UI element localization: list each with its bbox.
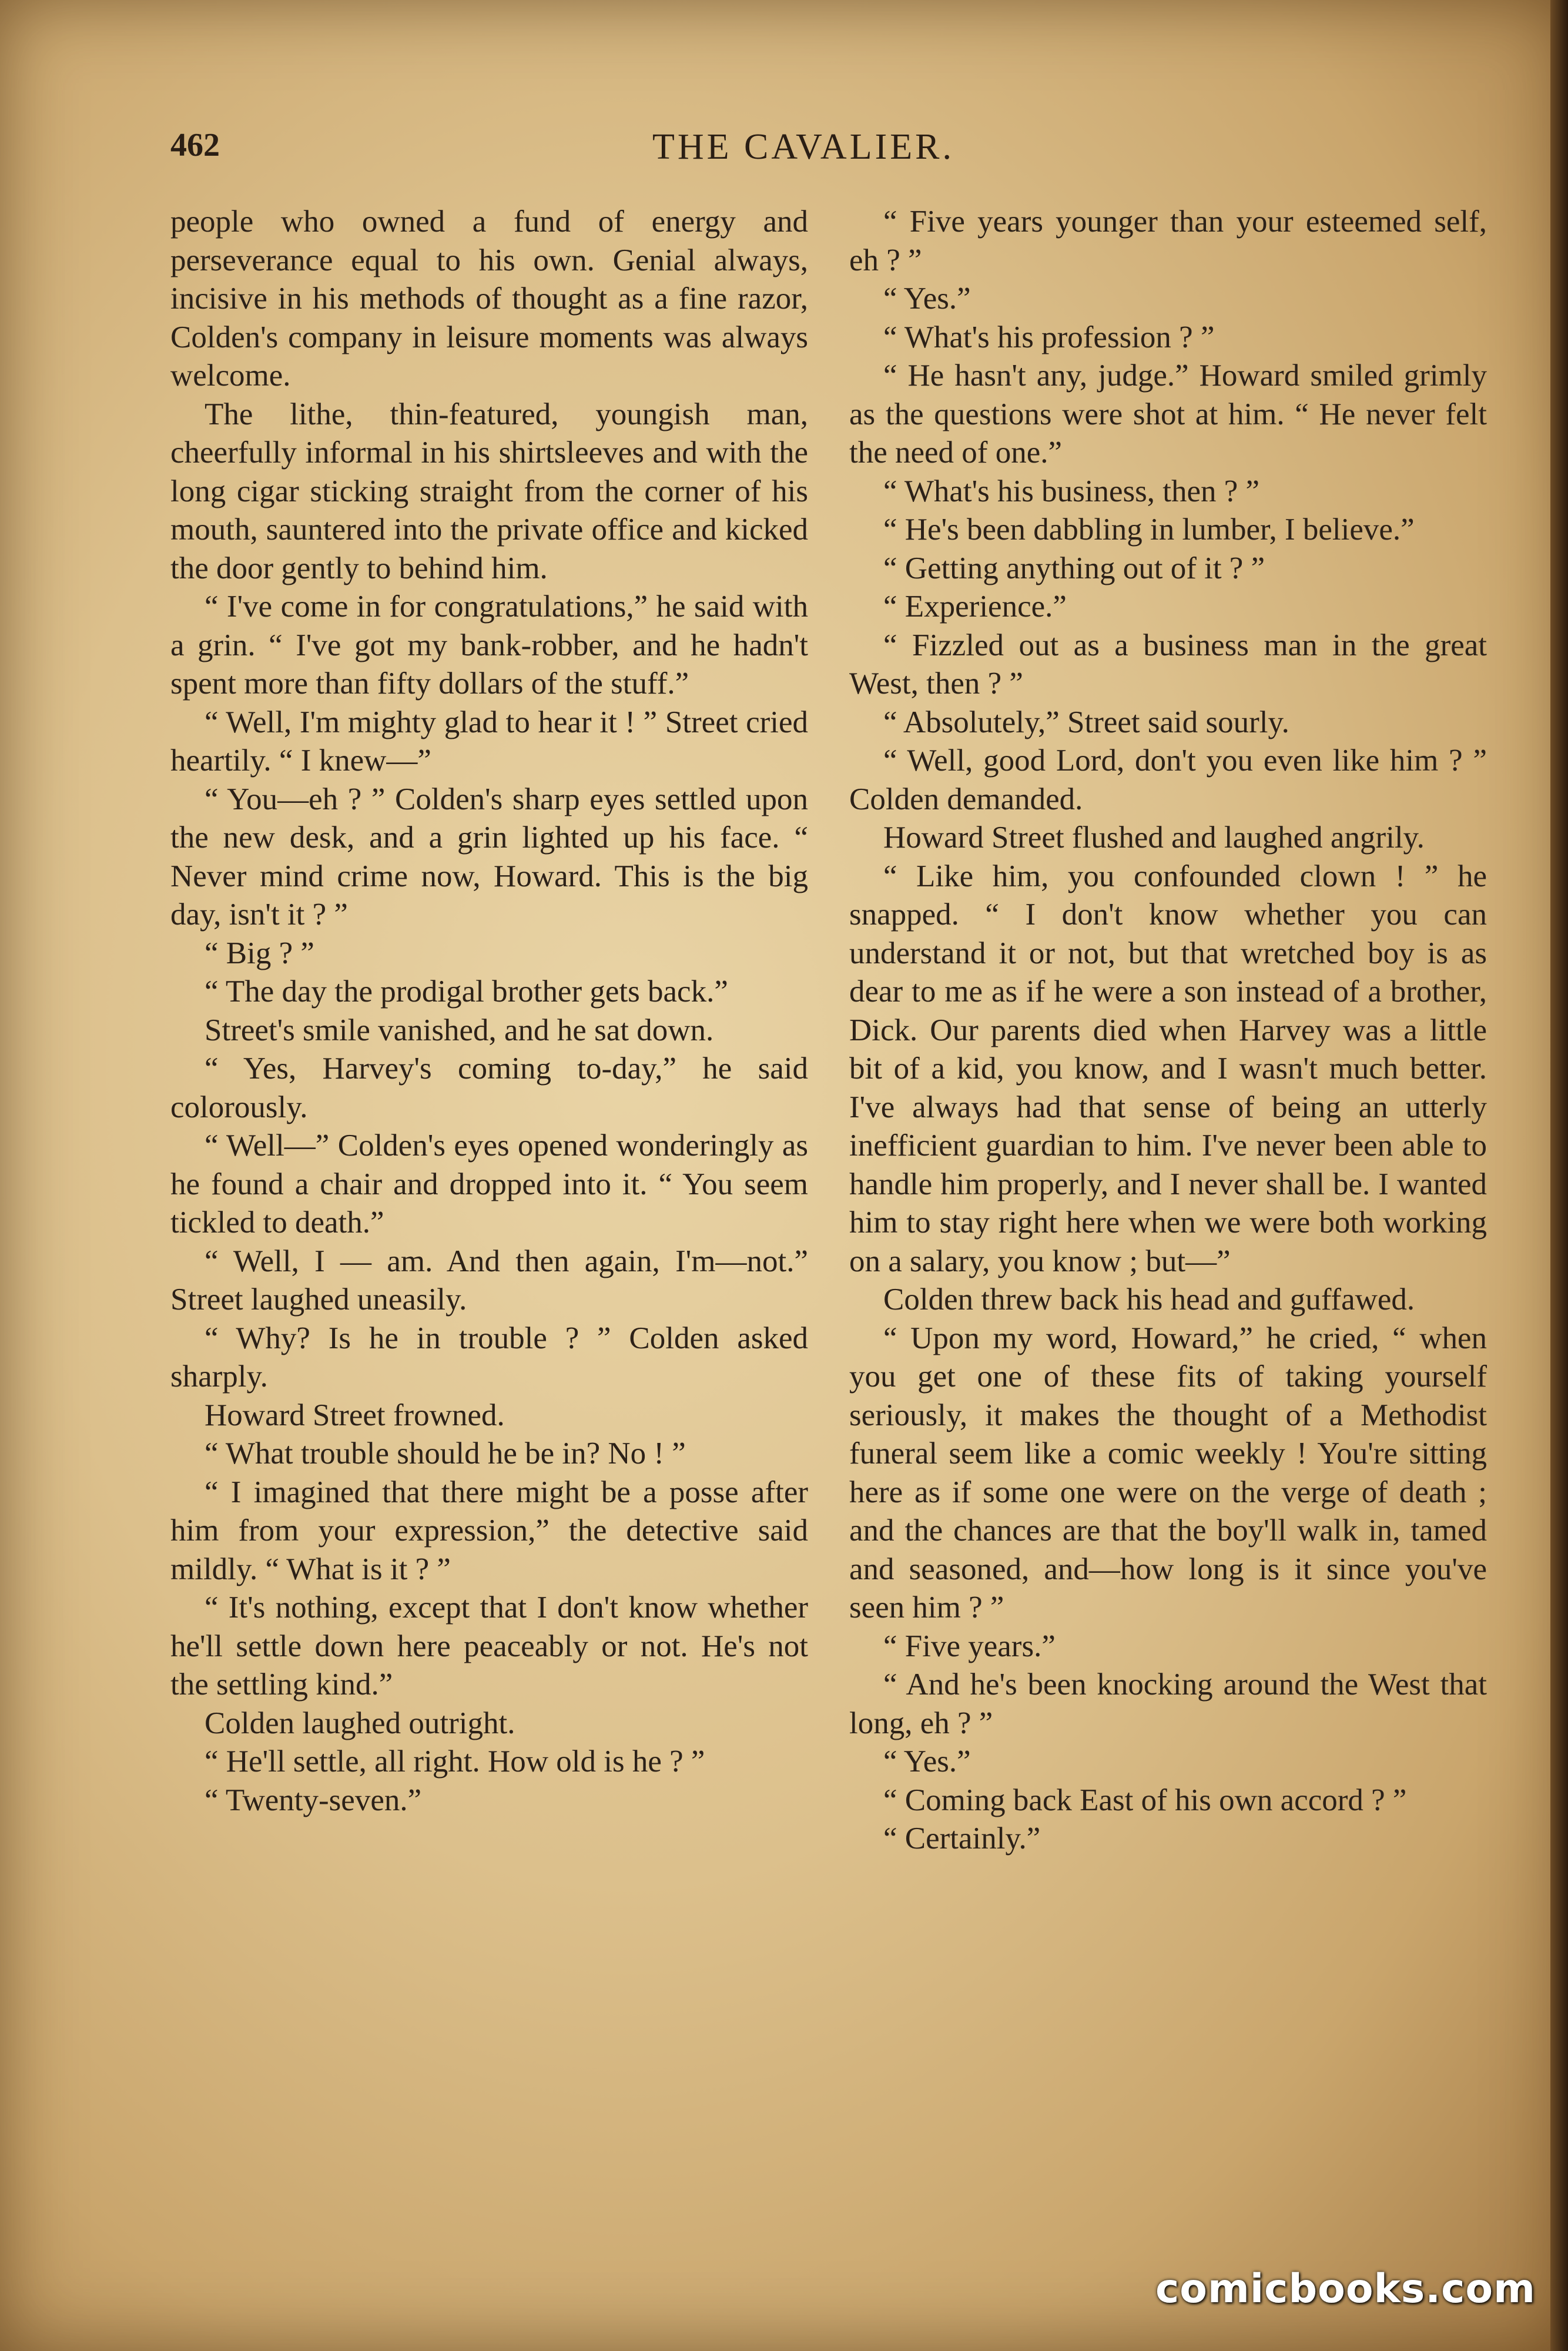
paragraph: “ And he's been knocking around the West that long, eh ? ” (849, 1667, 1487, 1740)
paragraph: “ Yes.” (883, 1744, 971, 1779)
paragraph: “ Well, good Lord, don't you even like him ? ” Colden demanded. (849, 744, 1487, 816)
paragraph: “ Twenty-seven.” (205, 1783, 422, 1817)
paragraph: “ He hasn't any, judge.” Howard smiled grimly as the questions were shot at him. “ He never felt the need of one.” (849, 359, 1487, 470)
paragraph: “ What's his profession ? ” (883, 320, 1215, 354)
paragraph: “ What trouble should he be in? No ! ” (205, 1436, 686, 1471)
paragraph: Howard Street frowned. (205, 1398, 505, 1432)
paragraph: “ Experience.” (883, 590, 1067, 624)
paragraph: “ I've come in for congratulations,” he said with a grin. “ I've got my bank-robber, and he hadn't spent more than fifty dollars of the stuff.” (170, 590, 808, 701)
paragraph: Howard Street flushed and laughed angrily. (883, 820, 1425, 855)
paragraph: “ Well—” Colden's eyes opened wonderingly as he found a chair and dropped into it. “ You seem tickled to death.” (170, 1128, 808, 1240)
paragraph: “ I imagined that there might be a posse after him from your expression,” the detective said mildly. “ What is it ? ” (170, 1475, 808, 1586)
paragraph: “ You—eh ? ” Colden's sharp eyes settled upon the new desk, and a grin lighted up his face. “ Never mind crime now, Howard. This is the big day, isn't it ? ” (170, 782, 808, 932)
page-number: 462 (170, 127, 220, 163)
paragraph: The lithe, thin-featured, youngish man, cheerfully informal in his shirtsleeves and with the long cigar sticking straight from the corner of his mouth, sauntered into the private office and kicked the door gently to behind him. (170, 397, 808, 585)
paragraph: “ Yes, Harvey's coming to-day,” he said colorously. (170, 1051, 808, 1124)
running-title: THE CAVALIER. (652, 127, 954, 167)
paragraph: Colden laughed outright. (205, 1706, 515, 1740)
paragraph: “ Well, I — am. And then again, I'm—not.” Street laughed uneasily. (170, 1244, 808, 1317)
paragraph: “ The day the prodigal brother gets back.” (205, 974, 728, 1009)
paragraph: “ Fizzled out as a business man in the great West, then ? ” (849, 628, 1487, 701)
watermark: comicbooks.com (1155, 2266, 1536, 2312)
paragraph: “ Certainly.” (883, 1821, 1041, 1856)
right-column (849, 203, 1487, 1858)
paragraph: “ It's nothing, except that I don't know whether he'll settle down here peaceably or not. He's not the settling kind.” (170, 1590, 808, 1702)
paragraph: “ Getting anything out of it ? ” (883, 551, 1265, 585)
paragraph: “ Absolutely,” Street said sourly. (883, 705, 1289, 739)
paragraph: “ Five years.” (883, 1629, 1056, 1663)
paragraph: “ Why? Is he in trouble ? ” Colden asked sharply. (170, 1321, 808, 1394)
paragraph: “ He'll settle, all right. How old is he ? ” (205, 1744, 705, 1779)
paragraph: “ Coming back East of his own accord ? ” (883, 1783, 1407, 1817)
paragraph: Street's smile vanished, and he sat down. (205, 1013, 714, 1047)
page-header (170, 126, 1487, 179)
page-edge (1550, 0, 1568, 2351)
paragraph: “ Well, I'm mighty glad to hear it ! ” Street cried heartily. “ I knew—” (170, 705, 808, 778)
paragraph: people who owned a fund of energy and perseverance equal to his own. Genial always, incisive in his methods of thought as a fine razor, Colden's company in leisure moments was always welcome. (170, 205, 808, 393)
paragraph: “ Yes.” (883, 282, 971, 316)
paragraph: “ Five years younger than your esteemed self, eh ? ” (849, 205, 1487, 277)
paragraph: “ Like him, you confounded clown ! ” he snapped. “ I don't know whether you can understand it or not, but that wretched boy is as dear to me as if he were a son instead of a brother, Dick. Our parents died when Harvey was a little bit of a kid, you know, and I wasn't much better. I've always had that sense of being an utterly inefficient guardian to him. I've never been able to handle him properly, and I never shall be. I wanted him to stay right here when we were both working on a salary, you know ; but—” (849, 859, 1487, 1278)
paragraph: “ He's been dabbling in lumber, I believe.” (883, 513, 1415, 547)
paragraph: “ Big ? ” (205, 936, 314, 970)
paragraph: “ What's his business, then ? ” (883, 474, 1260, 508)
left-column (170, 203, 808, 1820)
paragraph: Colden threw back his head and guffawed. (883, 1282, 1415, 1317)
paragraph: “ Upon my word, Howard,” he cried, “ when you get one of these fits of taking yourself seriously, it makes the thought of a Methodist funeral seem like a comic weekly ! You're sitting here as if some one were on the verge of death ; and the chances are that the boy'll walk in, tamed and seasoned, and—how long is it since you've seen him ? ” (849, 1321, 1487, 1625)
